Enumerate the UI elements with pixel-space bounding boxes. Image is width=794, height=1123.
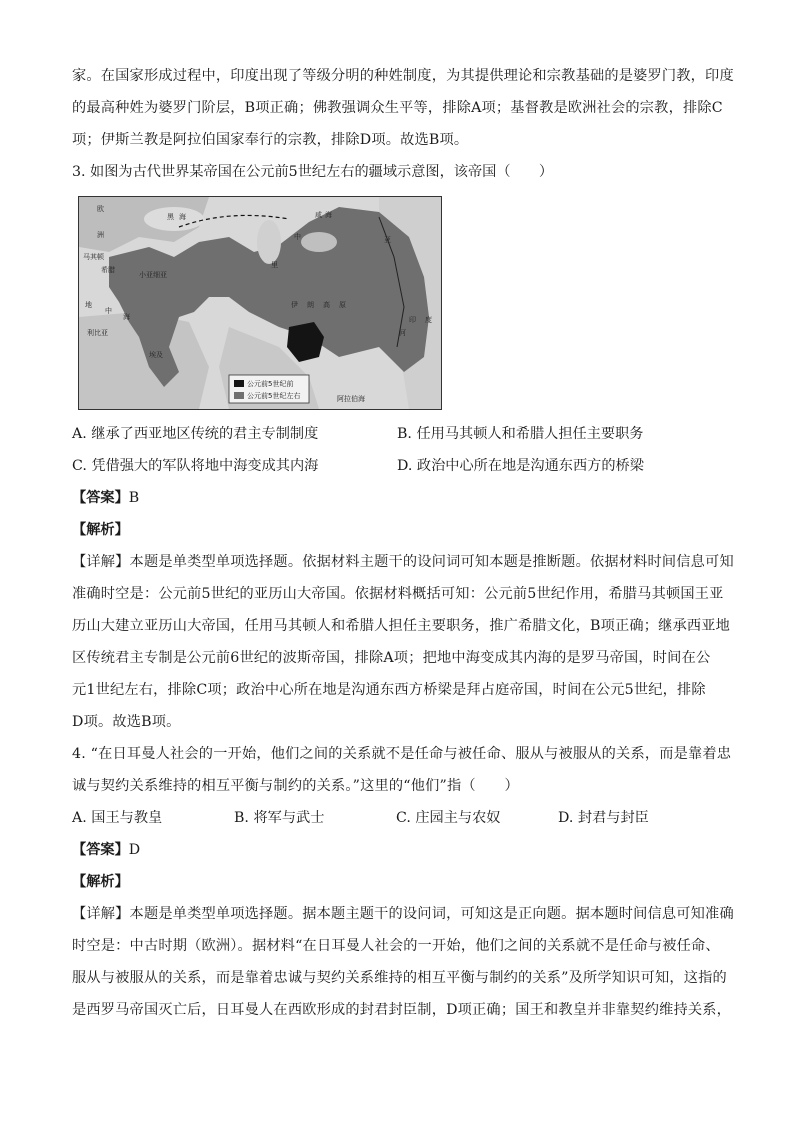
- question-3-options: [72, 418, 722, 482]
- map-label: 河: [399, 329, 406, 337]
- q4-detail-paragraph: [72, 898, 734, 1026]
- q4-answer: [72, 834, 722, 866]
- map-label: 中: [294, 233, 301, 241]
- intro-line-2: 的最高种姓为婆罗门阶层，B项正确；佛教强调众生平等，排除A项；基督教是欧洲社会的宗教，排除C: [72, 100, 723, 116]
- q3-detail-line: 区传统君主专制是公元前6世纪的波斯帝国，排除A项；把地中海变成其内海的是罗马帝国，时间在公: [72, 650, 711, 666]
- map-label: 洲: [97, 231, 104, 239]
- empire-map-drawing: [79, 197, 441, 409]
- map-legend: [229, 375, 309, 403]
- map-label: 小亚细亚: [139, 271, 167, 279]
- q3-option-d: D. 政治中心所在地是沟通东西方的桥梁: [397, 458, 644, 474]
- q3-option-a: A. 继承了西亚地区传统的君主专制制度: [72, 426, 319, 442]
- map-label: 里: [271, 261, 278, 269]
- answer-label: 【答案】: [72, 842, 129, 858]
- q3-option-c: C. 凭借强大的军队将地中海变成其内海: [72, 458, 319, 474]
- q4-option-a: A. 国王与教皇: [72, 810, 163, 826]
- intro-line-1: 家。在国家形成过程中，印度出现了等级分明的种姓制度，为其提供理论和宗教基础的是婆罗门教，印度: [72, 68, 734, 84]
- question-4-options: [72, 802, 722, 834]
- legend-entry: 公元前5世纪左右: [247, 392, 301, 400]
- q3-analysis-heading: [72, 514, 722, 546]
- map-label: 海: [123, 313, 130, 321]
- map-label: 度: [425, 316, 432, 324]
- q3-detail-line: 历山大建立亚历山大帝国，任用马其顿人和希腊人担任主要职务，推广希腊文化，B项正确；继承西亚地: [72, 618, 731, 634]
- q3-option-b: B. 任用马其顿人和希腊人担任主要职务: [397, 426, 644, 442]
- answer-value: D: [128, 842, 141, 858]
- q4-detail-line: 时空是：中古时期（欧洲）。据材料“在日耳曼人社会的一开始，他们之间的关系就不是任命与被任命、: [72, 938, 720, 954]
- map-label: 朗: [307, 301, 314, 309]
- page-content: [72, 60, 734, 1026]
- map-label: 地: [85, 301, 92, 309]
- q4-detail-line: 【详解】本题是单类型单项选择题。据本题主题干的设问词，可知这是正向题。据本题时间信息可知准确: [72, 906, 734, 922]
- intro-paragraph: [72, 60, 734, 156]
- q3-answer: [72, 482, 722, 514]
- map-label: 原: [339, 301, 346, 309]
- question-3-stem: 3. 如图为古代世界某帝国在公元前5世纪左右的疆域示意图，该帝国（ ）: [72, 164, 554, 180]
- map-label: 高: [323, 301, 330, 309]
- map-label: 利比亚: [87, 329, 108, 337]
- map-label: 中: [105, 307, 112, 315]
- q4-option-c: C. 庄园主与农奴: [396, 810, 501, 826]
- map-label: 海: [325, 211, 332, 219]
- legend-entry: 公元前5世纪前: [247, 380, 294, 388]
- q4-stem-line: 诚与契约关系维持的相互平衡与制约的关系。”这里的“他们”指（ ）: [72, 778, 519, 794]
- map-label: 海: [179, 213, 186, 221]
- q4-analysis-heading: [72, 866, 722, 898]
- q3-detail-line: D项。故选B项。: [72, 714, 181, 730]
- map-label: 马其顿: [83, 253, 104, 261]
- q4-detail-line: 服从与被服从的关系，而是靠着忠诚与契约关系维持的相互平衡与制约的关系”及所学知识可知，这指的: [72, 970, 727, 986]
- map-label: 阿拉伯海: [337, 395, 365, 403]
- analysis-label: 【解析】: [72, 874, 129, 890]
- question-4-stem: [72, 738, 732, 802]
- answer-value: B: [128, 490, 140, 506]
- map-label: 希腊: [101, 266, 115, 274]
- q3-detail-paragraph: [72, 546, 734, 738]
- q4-detail-line: 是西罗马帝国灭亡后，日耳曼人在西欧形成的封君封臣制，D项正确；国王和教皇并非靠契约维持关系，: [72, 1002, 732, 1018]
- map-label: 埃及: [149, 351, 163, 359]
- q3-detail-line: 元1世纪左右，排除C项；政治中心所在地是沟通东西方桥梁是拜占庭帝国，时间在公元5世纪，排除: [72, 682, 706, 698]
- q3-detail-line: 【详解】本题是单类型单项选择题。依据材料主题干的设问词可知本题是推断题。依据材料时间信息可知: [72, 554, 734, 570]
- map-label: 伊: [291, 301, 298, 309]
- answer-label: 【答案】: [72, 490, 129, 506]
- q3-detail-line: 准确时空是：公元前5世纪的亚历山大帝国。依据材料概括可知：公元前5世纪作用，希腊马其顿国王亚: [72, 586, 724, 602]
- empire-map-figure: [78, 196, 442, 410]
- analysis-label: 【解析】: [72, 522, 129, 538]
- q4-option-d: D. 封君与封臣: [558, 810, 649, 826]
- intro-line-3: 项；伊斯兰教是阿拉伯国家奉行的宗教，排除D项。故选B项。: [72, 132, 469, 148]
- q4-stem-line: 4. “在日耳曼人社会的一开始，他们之间的关系就不是任命与被任命、服从与被服从的关系，而是靠着忠: [72, 746, 732, 762]
- map-label: 亚: [384, 236, 391, 244]
- map-label: 印: [409, 316, 416, 324]
- map-label: 咸: [315, 211, 322, 219]
- map-label: 黑: [167, 213, 174, 221]
- q4-option-b: B. 将军与武士: [234, 810, 325, 826]
- map-label: 欧: [97, 205, 104, 213]
